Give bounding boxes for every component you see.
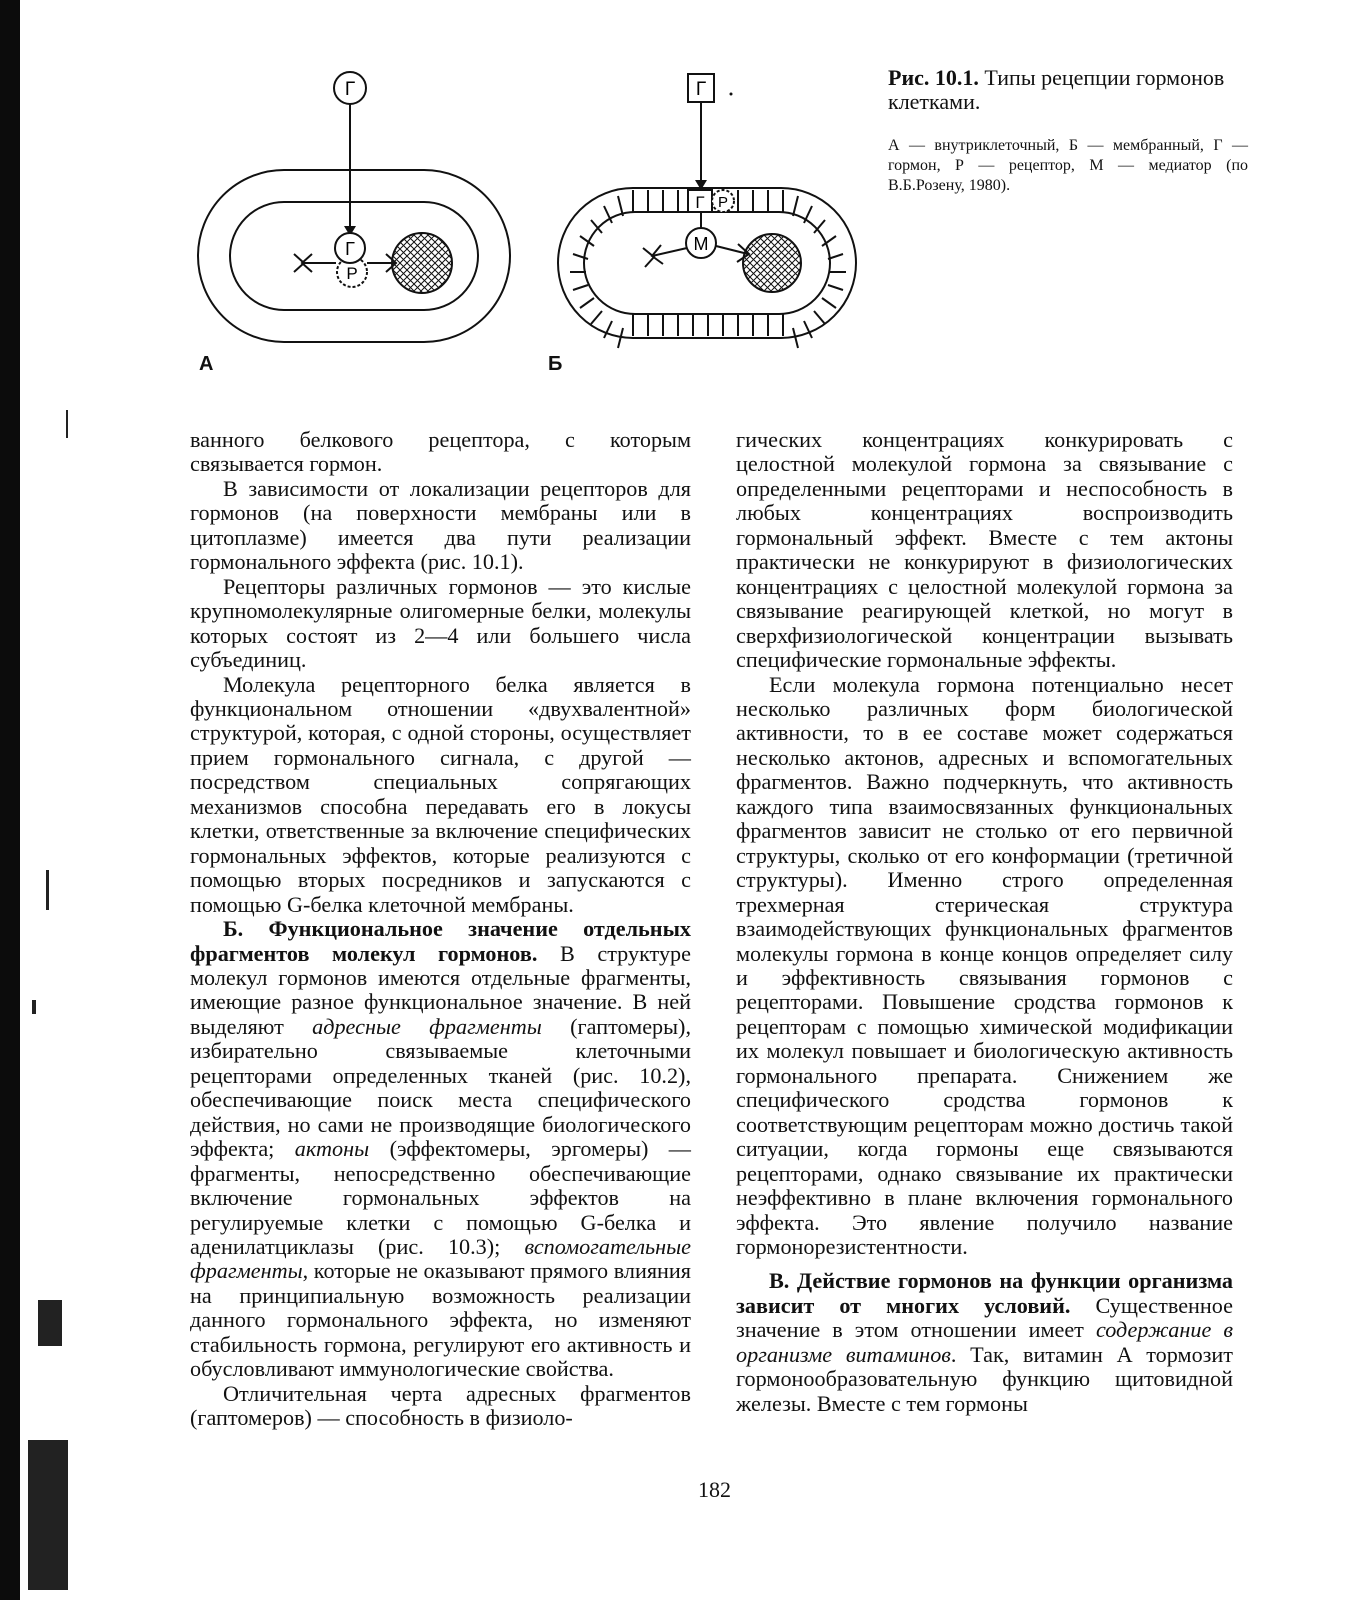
hormone-a-bound-letter: Г — [345, 239, 355, 259]
section-b-heading: Б. Функциональное значение отдельных фрагментов молекул гормонов. — [190, 916, 691, 966]
paragraph: Отличительная черта адресных фрагментов (гаптомеров) — способность в физиоло- — [190, 1380, 691, 1431]
membrane-receptor-ticks — [570, 190, 846, 348]
paragraph: ванного белкового рецептора, с которым связывается гормон. — [190, 427, 691, 477]
paragraph: Рецепторы различных гормонов — это кислые крупномолекулярные олигомерные белки, молекулы которых состоят из 2—4 или большего числа субъединиц. — [190, 573, 691, 673]
section-b-paragraph — [190, 917, 691, 1382]
figure-receptor-types — [190, 60, 870, 350]
section-v-paragraph — [736, 1269, 1233, 1416]
left-column — [190, 428, 691, 1431]
receptor-b-letter: Р — [717, 194, 729, 211]
text-run: Существенное значение в этом отношении имеет — [736, 1292, 1234, 1343]
term-actons: актоны — [294, 1136, 370, 1162]
scan-dot — [730, 93, 733, 96]
scan-mark — [66, 410, 68, 438]
mediator-b-letter: М — [693, 234, 709, 254]
text-run: В структуре молекул гормонов имеются отдельные фрагменты, имеющие разное функциональное значение. В ней выделяют — [190, 940, 691, 1039]
paragraph: Молекула рецепторного белка является в функциональном отношении «двухвалентной» структурой, которая, с одной стороны, осуществляет прием гормонального сигнала, с другой — посредством специальных сопрягающих механизмов способна передавать его в локусы клетки, ответственные за включение специфических гормональных эффектов, которые реализуются с помощью вторых посредников и запускаются с помощью G-белка клеточной мембраны. — [190, 671, 691, 917]
term-address-fragments: адресные фрагменты — [312, 1013, 542, 1039]
caption-legend: А — внутриклеточный, Б — мембранный, Г — гормон, Р — рецептор, М — медиатор (по В.Б.Розену, 1980). — [888, 137, 1248, 194]
cell-a-diagram — [198, 72, 510, 342]
receptor-a-letter: Р — [346, 264, 358, 283]
text-run: (эффектомеры, эргомеры) — фрагменты, непосредственно обеспечивающие включение гормональных эффектов на регулируемые клетки с помощью G-белка и аденилатциклазы (рис. 10.3); — [190, 1136, 691, 1259]
effect-arrow — [643, 245, 663, 267]
section-v-heading: В. Действие гормонов на функции организма зависит от многих условий. — [736, 1268, 1233, 1318]
term-vitamin-content: содержание в организме витаминов — [736, 1317, 1234, 1367]
nucleus-a — [392, 233, 452, 293]
text-run: . Так, витамин А тормозит гормонообразовательную функцию щитовидной железы. Вместе с тем гормоны — [736, 1341, 1234, 1416]
paragraph: Если молекула гормона потенциально несет несколько различных форм биологической активности, то в ее составе может содержаться несколько актонов, адресных и вспомогательных фрагментов. Важно подчеркнуть, что активность каждого типа взаимосвязанных функциональных фрагментов зависит не столько от его первичной структуры, сколько от его конформации (третичной структуры). Именно строго определенная трехмерная стерическая структура взаимодействующих функциональных фрагментов молекулы гормона в конце концов определяет силу и эффективность связывания гормонов с рецепторами. Повышение сродства гормонов к рецепторам с помощью химической модификации их молекул повышает и биологическую активность гормонального препарата. Снижением же специфического сродства гормонов к соответствующим рецепторам можно достичь такой ситуации, когда гормоны еще связываются рецепторами, однако связывание их практически неэффективно в плане включения гормонального эффекта. Это явление получило название гормонорезистентности. — [736, 671, 1233, 1259]
caption-title — [888, 66, 1248, 114]
scan-mark — [38, 1300, 62, 1346]
hormone-b-outside-letter: Г — [695, 79, 707, 100]
text-run: (гаптомеры), избирательно связываемые клеточными рецепторами определенных тканей (рис. 10.2), обеспечивающие поиск места специфического действия, но сами не производящие биологического эффекта; — [190, 1013, 691, 1162]
hormone-a-outside-letter: Г — [344, 79, 356, 100]
paragraph: гических концентрациях конкурировать с целостной молекулой гормона за связывание с определенными рецепторами и неспособность в любых концентрациях воспроизводить гормональный эффект. Вместе с тем актоны практически не конкурируют в физиологических концентрациях с целостной молекулой гормона за связывание реагирующей клеткой, но могут в сверхфизиологической концентрации вызывать специфические гормональные эффекты. — [736, 427, 1233, 673]
caption-figure-number: Рис. 10.1. — [888, 65, 979, 90]
term-auxiliary-fragments: вспомогательные фрагменты — [190, 1233, 691, 1284]
figure-label-b: Б — [548, 353, 563, 375]
nucleus-b — [743, 234, 801, 292]
scan-mark — [32, 1000, 36, 1014]
text-run: , которые не оказывают прямого влияния на принципиальную возможность реализации данного гормонального эффекта, но изменяют стабильность гормона, регулируют его активность и обусловливают иммунологические свойства. — [190, 1258, 691, 1382]
page-number: 182 — [698, 1477, 731, 1502]
scan-mark — [46, 870, 49, 910]
scan-edge — [0, 0, 20, 1600]
right-column — [736, 428, 1233, 1416]
figure-caption — [888, 66, 1248, 196]
figure-label-a: А — [199, 353, 214, 375]
paragraph: В зависимости от локализации рецепторов для гормонов (на поверхности мембраны или в цитоплазме) имеется два пути реализации гормонального эффекта (рис. 10.1). — [190, 475, 691, 575]
hormone-b-bound-letter: Г — [695, 193, 705, 212]
cell-b-diagram — [558, 74, 856, 348]
caption-title-text: Типы рецепции гормонов клетками. — [888, 65, 1225, 114]
scan-mark — [28, 1440, 68, 1590]
